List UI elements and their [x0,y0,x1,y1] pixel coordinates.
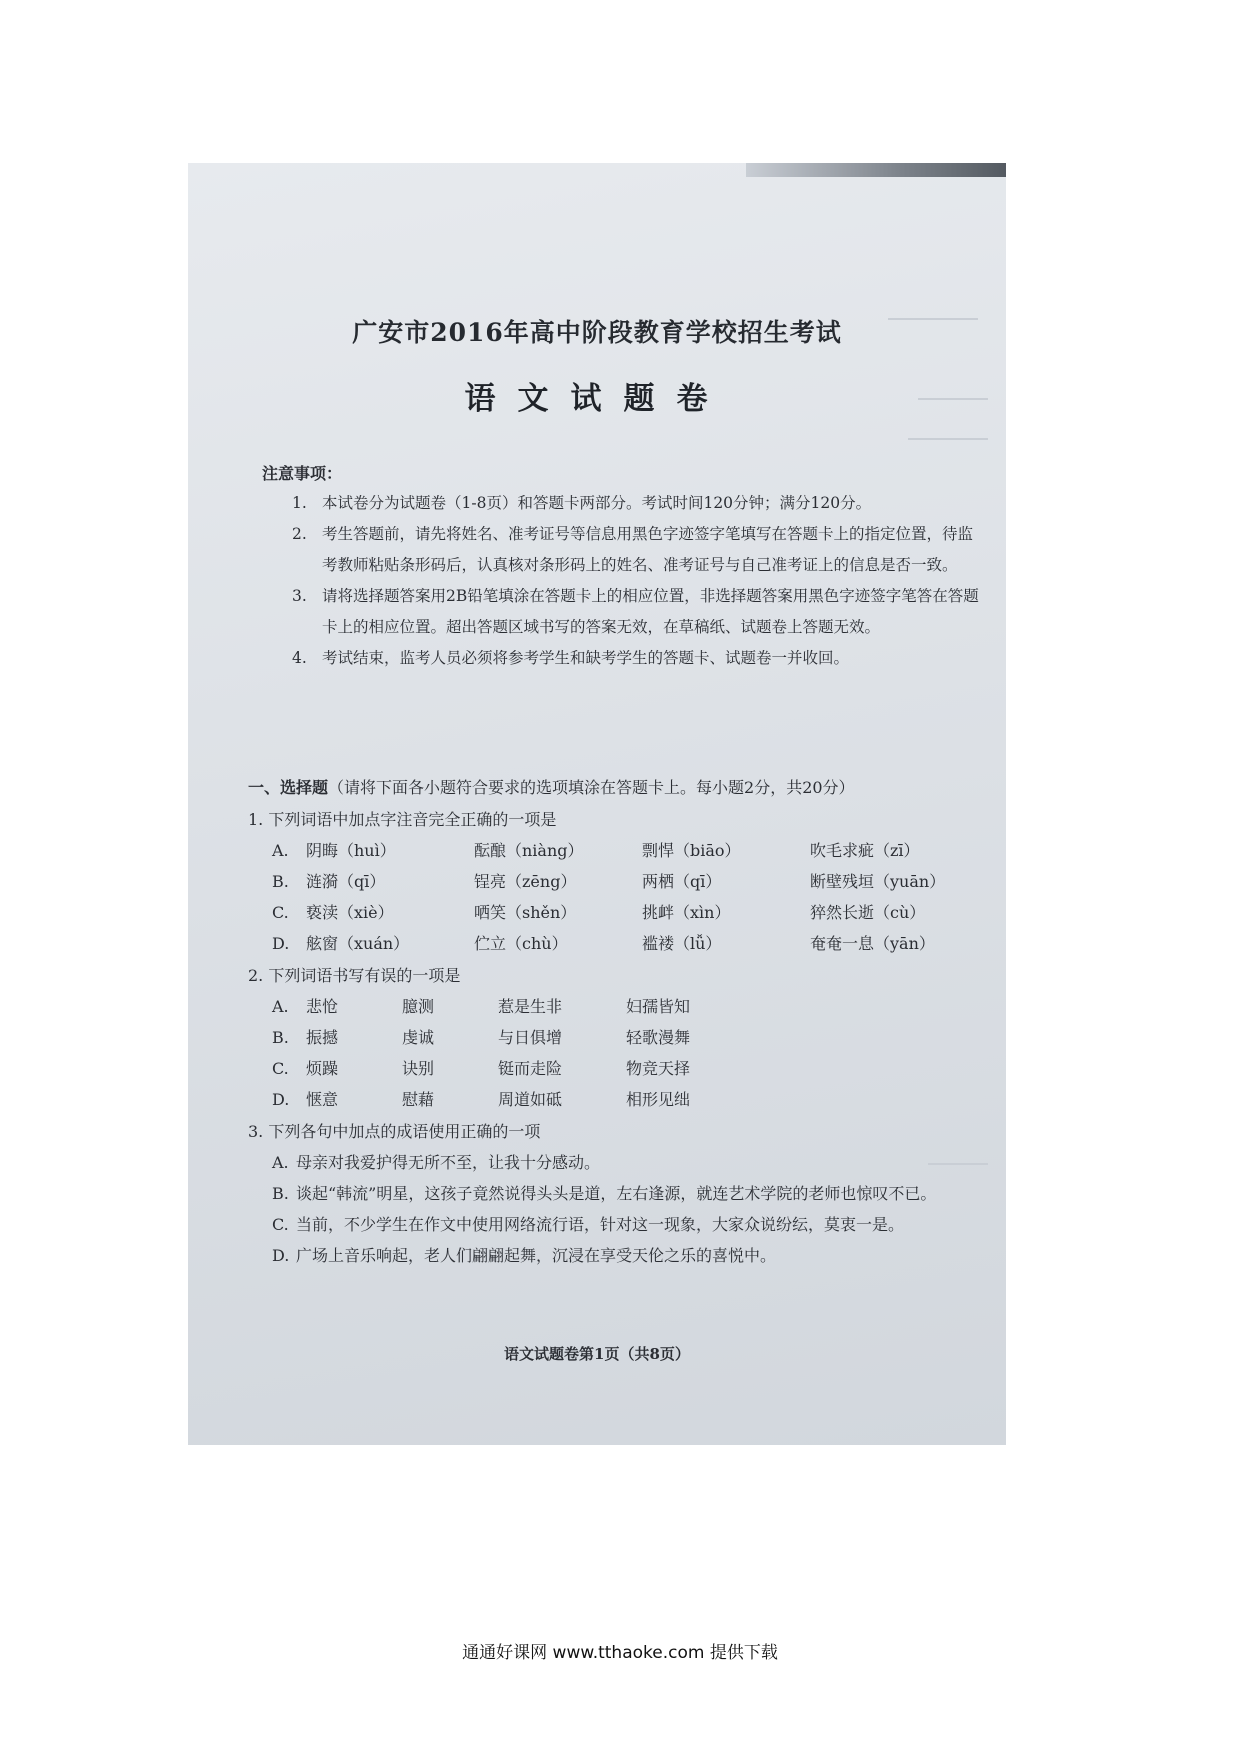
option-label: C. [272,1059,289,1078]
option-word: 慰藉 [402,1090,435,1109]
exam-header: 广安市2016年高中阶段教育学校招生考试 [352,318,842,347]
option-word: 虔诚 [402,1028,435,1047]
option-row [248,835,988,866]
option-word: 酝酿（niàng） [474,841,584,860]
section-title-text: 一、选择题 [248,778,329,797]
download-credit: 通通好课网 www.tthaoke.com 提供下载 [462,1643,778,1663]
option-row [248,1147,988,1178]
question-2 [248,961,988,1115]
notice-text: 考生答题前，请先将姓名、准考证号等信息用黑色字迹签字笔填写在答题卡上的指定位置，待监考教师粘贴条形码后，认真核对条形码上的姓名、准考证号与自己准考证上的信息是否一致。 [322,525,974,574]
option-label: A. [272,1153,289,1172]
exam-title: 语文试题卷 [464,381,730,417]
option-word: 悲怆 [306,997,339,1016]
question-stem: 3. 下列各句中加点的成语使用正确的一项 [248,1122,541,1141]
option-word: 猝然长逝（cù） [810,903,926,922]
option-word: 与日俱增 [498,1028,563,1047]
option-word: 褴褛（lǚ） [642,934,722,953]
option-label: D. [272,1246,290,1265]
option-word: 伫立（chù） [474,934,568,953]
option-word: 舷窗（xuán） [306,934,410,953]
option-row [248,1209,988,1240]
option-label: A. [272,841,289,860]
option-label: C. [272,903,289,922]
exam-sheet [188,163,1006,1445]
option-row [248,1178,988,1209]
option-word: 惹是生非 [498,997,563,1016]
option-row [248,1240,988,1271]
option-label: B. [272,1184,289,1203]
option-label: B. [272,872,289,891]
option-row [248,991,988,1022]
option-word: 阴晦（huì） [306,841,396,860]
option-word: 物竞天择 [626,1059,691,1078]
option-word: 臆测 [402,997,435,1016]
section-choice [248,773,988,1271]
option-label: A. [272,997,289,1016]
notice-number: 3. [292,587,307,605]
notice-text: 考试结束，监考人员必须将参考学生和缺考学生的答题卡、试题卷一并收回。 [322,649,850,667]
option-word: 涟漪（qī） [306,872,386,891]
notice-item [262,643,982,674]
option-word: 亵渎（xiè） [306,903,394,922]
option-text: 广场上音乐响起，老人们翩翩起舞，沉浸在享受天伦之乐的喜悦中。 [296,1246,777,1265]
option-word: 吹毛求疵（zī） [810,841,920,860]
option-row [248,1022,988,1053]
option-word: 两栖（qī） [642,872,722,891]
notice-list [262,488,982,674]
option-row [248,866,988,897]
section-instruction: （请将下面各小题符合要求的选项填涂在答题卡上。每小题2分，共20分） [328,778,855,797]
option-word: 妇孺皆知 [626,997,691,1016]
notice-text: 请将选择题答案用2B铅笔填涂在答题卡上的相应位置，非选择题答案用黑色字迹签字笔答在答题卡上的相应位置。超出答题区域书写的答案无效，在草稿纸、试题卷上答题无效。 [322,587,979,636]
option-row [248,1084,988,1115]
option-label: D. [272,934,290,953]
exam-photo [188,163,1006,1445]
question-3 [248,1117,988,1271]
notice-item [262,581,982,643]
section-title [248,773,988,803]
notice-number: 2. [292,525,307,543]
option-text: 母亲对我爱护得无所不至，让我十分感动。 [296,1153,601,1172]
option-word: 周道如砥 [498,1090,563,1109]
option-row [248,928,988,959]
option-word: 剽悍（biāo） [642,841,741,860]
option-row [248,1053,988,1084]
option-word: 锃亮（zēng） [474,872,577,891]
notice-item [262,519,982,581]
option-word: 断壁残垣（yuān） [810,872,946,891]
option-word: 哂笑（shěn） [474,903,577,922]
notice-item [262,488,982,519]
option-word: 振撼 [306,1028,339,1047]
option-word: 铤而走险 [498,1059,563,1078]
notice-number: 1. [292,494,307,512]
option-text: 谈起“韩流”明星，这孩子竟然说得头头是道，左右逢源，就连艺术学院的老师也惊叹不已。 [296,1184,937,1203]
option-label: B. [272,1028,289,1047]
question-1 [248,805,988,959]
notice-heading: 注意事项： [262,464,343,483]
option-word: 相形见绌 [626,1090,691,1109]
option-word: 诀别 [402,1059,435,1078]
question-stem: 1. 下列词语中加点字注音完全正确的一项是 [248,810,557,829]
option-word: 烦躁 [306,1059,339,1078]
option-label: D. [272,1090,290,1109]
notice-number: 4. [292,649,307,667]
notice-text: 本试卷分为试题卷（1-8页）和答题卡两部分。考试时间120分钟；满分120分。 [322,494,872,512]
option-label: C. [272,1215,289,1234]
option-word: 轻歌漫舞 [626,1028,691,1047]
question-stem: 2. 下列词语书写有误的一项是 [248,966,461,985]
option-word: 奄奄一息（yān） [810,934,935,953]
page-number: 语文试题卷第1页（共8页） [504,1345,690,1363]
option-word: 惬意 [306,1090,339,1109]
option-word: 挑衅（xìn） [642,903,731,922]
option-row [248,897,988,928]
option-text: 当前，不少学生在作文中使用网络流行语，针对这一现象，大家众说纷纭，莫衷一是。 [296,1215,905,1234]
